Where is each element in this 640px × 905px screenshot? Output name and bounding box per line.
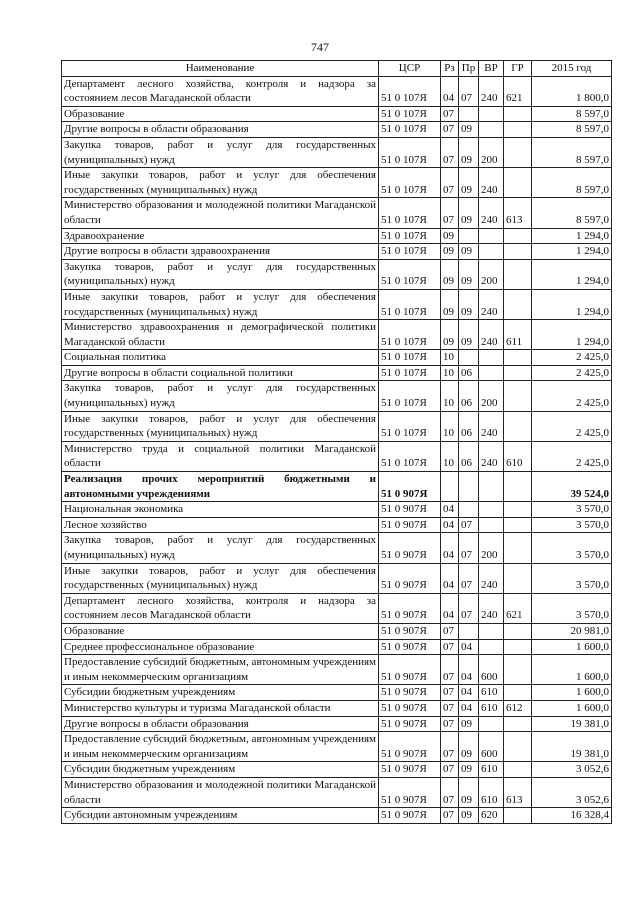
table-row: [62, 593, 612, 623]
cell-amount: 2 425,0: [532, 350, 612, 366]
cell-pr: 06: [459, 381, 479, 411]
cell-rz: 09: [441, 244, 459, 260]
cell-gr: [504, 716, 532, 732]
cell-amount: 3 052,6: [532, 777, 612, 807]
cell-amount: 2 425,0: [532, 365, 612, 381]
table-row: [62, 533, 612, 563]
cell-gr: [504, 106, 532, 122]
cell-csr: 51 0 107Я: [379, 441, 441, 471]
cell-gr: 610: [504, 441, 532, 471]
cell-pr: 09: [459, 732, 479, 762]
cell-vr: [479, 502, 504, 518]
cell-gr: 611: [504, 320, 532, 350]
cell-amount: 19 381,0: [532, 716, 612, 732]
table-row: [62, 732, 612, 762]
table-row: [62, 381, 612, 411]
cell-pr: [459, 502, 479, 518]
cell-gr: [504, 533, 532, 563]
cell-name: Другие вопросы в области здравоохранения: [62, 244, 379, 260]
cell-rz: 09: [441, 289, 459, 319]
cell-rz: 10: [441, 365, 459, 381]
cell-gr: [504, 244, 532, 260]
cell-amount: 3 570,0: [532, 533, 612, 563]
cell-csr: 51 0 907Я: [379, 685, 441, 701]
cell-csr: 51 0 907Я: [379, 655, 441, 685]
cell-gr: [504, 259, 532, 289]
cell-name: Иные закупки товаров, работ и услуг для обеспечения государственных (муниципальных) нужд: [62, 289, 379, 319]
cell-csr: 51 0 907Я: [379, 808, 441, 824]
cell-vr: 240: [479, 563, 504, 593]
cell-vr: 200: [479, 381, 504, 411]
cell-rz: 07: [441, 623, 459, 639]
cell-pr: 09: [459, 168, 479, 198]
cell-rz: 04: [441, 533, 459, 563]
cell-rz: 07: [441, 732, 459, 762]
cell-name: Закупка товаров, работ и услуг для государственных (муниципальных) нужд: [62, 259, 379, 289]
table-row: [62, 168, 612, 198]
table-row: [62, 76, 612, 106]
cell-pr: 09: [459, 716, 479, 732]
table-row: [62, 517, 612, 533]
cell-vr: [479, 365, 504, 381]
cell-pr: 09: [459, 808, 479, 824]
cell-pr: 07: [459, 76, 479, 106]
cell-vr: [479, 228, 504, 244]
cell-gr: [504, 517, 532, 533]
cell-gr: [504, 411, 532, 441]
cell-gr: [504, 563, 532, 593]
cell-gr: [504, 365, 532, 381]
cell-name: Здравоохранение: [62, 228, 379, 244]
cell-rz: 07: [441, 137, 459, 167]
cell-gr: 612: [504, 700, 532, 716]
cell-vr: [479, 106, 504, 122]
cell-csr: 51 0 107Я: [379, 289, 441, 319]
cell-vr: [479, 244, 504, 260]
cell-name: Предоставление субсидий бюджетным, автономным учреждениям и иным некоммерческим организациям: [62, 732, 379, 762]
cell-amount: 1 600,0: [532, 700, 612, 716]
cell-name: Субсидии бюджетным учреждениям: [62, 762, 379, 778]
cell-vr: 240: [479, 593, 504, 623]
cell-pr: 09: [459, 320, 479, 350]
cell-amount: 1 294,0: [532, 320, 612, 350]
cell-amount: 20 981,0: [532, 623, 612, 639]
table-row: [62, 244, 612, 260]
cell-vr: [479, 639, 504, 655]
cell-pr: [459, 106, 479, 122]
cell-name: Образование: [62, 623, 379, 639]
cell-gr: [504, 381, 532, 411]
cell-name: Министерство культуры и туризма Магаданской области: [62, 700, 379, 716]
cell-vr: 240: [479, 76, 504, 106]
cell-gr: [504, 623, 532, 639]
cell-name: Иные закупки товаров, работ и услуг для обеспечения государственных (муниципальных) нужд: [62, 563, 379, 593]
cell-csr: 51 0 107Я: [379, 76, 441, 106]
cell-csr: 51 0 107Я: [379, 137, 441, 167]
cell-vr: 200: [479, 533, 504, 563]
cell-gr: [504, 137, 532, 167]
header-csr: ЦСР: [379, 61, 441, 77]
cell-amount: 8 597,0: [532, 168, 612, 198]
header-vr: ВР: [479, 61, 504, 77]
table-row: [62, 228, 612, 244]
cell-rz: 07: [441, 106, 459, 122]
cell-amount: 8 597,0: [532, 122, 612, 138]
table-row: [62, 685, 612, 701]
cell-pr: [459, 623, 479, 639]
cell-pr: 04: [459, 700, 479, 716]
cell-name: Министерство здравоохранения и демографической политики Магаданской области: [62, 320, 379, 350]
cell-pr: [459, 228, 479, 244]
cell-rz: 04: [441, 76, 459, 106]
cell-rz: 07: [441, 808, 459, 824]
cell-amount: 1 600,0: [532, 639, 612, 655]
cell-csr: 51 0 907Я: [379, 623, 441, 639]
cell-gr: [504, 639, 532, 655]
cell-csr: 51 0 107Я: [379, 168, 441, 198]
cell-rz: 07: [441, 168, 459, 198]
cell-gr: [504, 502, 532, 518]
cell-pr: 04: [459, 685, 479, 701]
cell-csr: 51 0 107Я: [379, 350, 441, 366]
cell-csr: 51 0 107Я: [379, 228, 441, 244]
cell-pr: 06: [459, 365, 479, 381]
cell-vr: 600: [479, 655, 504, 685]
cell-pr: 04: [459, 655, 479, 685]
cell-csr: 51 0 107Я: [379, 244, 441, 260]
cell-rz: 07: [441, 716, 459, 732]
cell-pr: 09: [459, 137, 479, 167]
cell-gr: 613: [504, 777, 532, 807]
table-row: [62, 639, 612, 655]
table-row: [62, 441, 612, 471]
cell-csr: 51 0 907Я: [379, 517, 441, 533]
cell-pr: 09: [459, 122, 479, 138]
cell-name: Другие вопросы в области образования: [62, 122, 379, 138]
cell-csr: 51 0 107Я: [379, 365, 441, 381]
cell-name: Другие вопросы в области социальной политики: [62, 365, 379, 381]
cell-gr: [504, 168, 532, 198]
cell-rz: 04: [441, 517, 459, 533]
table-row: [62, 502, 612, 518]
cell-gr: [504, 472, 532, 502]
cell-vr: 600: [479, 732, 504, 762]
table-row: [62, 259, 612, 289]
cell-vr: 200: [479, 259, 504, 289]
cell-amount: 1 600,0: [532, 685, 612, 701]
cell-pr: 09: [459, 289, 479, 319]
table-row: [62, 623, 612, 639]
cell-rz: 04: [441, 563, 459, 593]
cell-name: Предоставление субсидий бюджетным, автономным учреждениям и иным некоммерческим организациям: [62, 655, 379, 685]
cell-vr: 610: [479, 700, 504, 716]
cell-amount: 16 328,4: [532, 808, 612, 824]
header-pr: Пр: [459, 61, 479, 77]
cell-rz: 07: [441, 198, 459, 228]
cell-pr: 09: [459, 259, 479, 289]
cell-name: Закупка товаров, работ и услуг для государственных (муниципальных) нужд: [62, 381, 379, 411]
cell-pr: 04: [459, 639, 479, 655]
header-year: 2015 год: [532, 61, 612, 77]
cell-name: Национальная экономика: [62, 502, 379, 518]
cell-amount: 2 425,0: [532, 441, 612, 471]
cell-rz: 07: [441, 639, 459, 655]
cell-amount: 3 570,0: [532, 517, 612, 533]
cell-gr: [504, 350, 532, 366]
cell-name: Иные закупки товаров, работ и услуг для обеспечения государственных (муниципальных) нужд: [62, 168, 379, 198]
cell-rz: 09: [441, 320, 459, 350]
cell-vr: [479, 472, 504, 502]
cell-name: Иные закупки товаров, работ и услуг для обеспечения государственных (муниципальных) нужд: [62, 411, 379, 441]
cell-csr: 51 0 907Я: [379, 563, 441, 593]
table-row: [62, 700, 612, 716]
cell-rz: 10: [441, 411, 459, 441]
cell-csr: 51 0 907Я: [379, 700, 441, 716]
cell-vr: [479, 122, 504, 138]
cell-gr: [504, 808, 532, 824]
cell-csr: 51 0 907Я: [379, 472, 441, 502]
cell-csr: 51 0 907Я: [379, 533, 441, 563]
cell-pr: 09: [459, 777, 479, 807]
cell-rz: 07: [441, 122, 459, 138]
cell-rz: 07: [441, 700, 459, 716]
cell-name: Реализация прочих мероприятий бюджетными и автономными учреждениями: [62, 472, 379, 502]
cell-vr: 610: [479, 762, 504, 778]
table-row: [62, 289, 612, 319]
cell-gr: [504, 655, 532, 685]
table-row: [62, 655, 612, 685]
cell-csr: 51 0 907Я: [379, 762, 441, 778]
cell-pr: 09: [459, 244, 479, 260]
table-row: [62, 563, 612, 593]
cell-name: Департамент лесного хозяйства, контроля и надзора за состоянием лесов Магаданской области: [62, 593, 379, 623]
cell-pr: 07: [459, 533, 479, 563]
cell-vr: 240: [479, 198, 504, 228]
cell-amount: 8 597,0: [532, 137, 612, 167]
cell-vr: 240: [479, 320, 504, 350]
header-gr: ГР: [504, 61, 532, 77]
cell-rz: 09: [441, 228, 459, 244]
cell-amount: 3 570,0: [532, 563, 612, 593]
cell-rz: 10: [441, 441, 459, 471]
cell-amount: 39 524,0: [532, 472, 612, 502]
cell-amount: 3 052,6: [532, 762, 612, 778]
cell-gr: [504, 289, 532, 319]
page-number: 747: [311, 40, 329, 54]
table-row: [62, 472, 612, 502]
cell-gr: [504, 685, 532, 701]
cell-pr: 07: [459, 563, 479, 593]
cell-csr: 51 0 907Я: [379, 732, 441, 762]
header-name: Наименование: [62, 61, 379, 77]
cell-vr: 620: [479, 808, 504, 824]
cell-name: Министерство образования и молодежной политики Магаданской области: [62, 198, 379, 228]
cell-pr: [459, 472, 479, 502]
cell-amount: 1 294,0: [532, 259, 612, 289]
cell-name: Закупка товаров, работ и услуг для государственных (муниципальных) нужд: [62, 533, 379, 563]
header-rz: Рз: [441, 61, 459, 77]
cell-amount: 8 597,0: [532, 106, 612, 122]
cell-vr: 610: [479, 685, 504, 701]
cell-csr: 51 0 107Я: [379, 411, 441, 441]
cell-gr: 613: [504, 198, 532, 228]
cell-name: Министерство образования и молодежной политики Магаданской области: [62, 777, 379, 807]
cell-amount: 1 800,0: [532, 76, 612, 106]
table-row: [62, 137, 612, 167]
cell-gr: [504, 732, 532, 762]
table-row: [62, 106, 612, 122]
cell-rz: 04: [441, 502, 459, 518]
cell-name: Лесное хозяйство: [62, 517, 379, 533]
cell-amount: 1 600,0: [532, 655, 612, 685]
cell-amount: 2 425,0: [532, 411, 612, 441]
cell-rz: 10: [441, 381, 459, 411]
cell-vr: 200: [479, 137, 504, 167]
cell-vr: [479, 716, 504, 732]
cell-amount: 2 425,0: [532, 381, 612, 411]
cell-amount: 19 381,0: [532, 732, 612, 762]
cell-name: Субсидии автономным учреждениям: [62, 808, 379, 824]
cell-vr: 240: [479, 411, 504, 441]
cell-pr: 06: [459, 441, 479, 471]
cell-csr: 51 0 107Я: [379, 320, 441, 350]
cell-amount: 1 294,0: [532, 228, 612, 244]
cell-name: Закупка товаров, работ и услуг для государственных (муниципальных) нужд: [62, 137, 379, 167]
cell-csr: 51 0 907Я: [379, 716, 441, 732]
cell-gr: 621: [504, 76, 532, 106]
cell-gr: [504, 122, 532, 138]
cell-csr: 51 0 907Я: [379, 777, 441, 807]
cell-rz: 09: [441, 259, 459, 289]
cell-csr: 51 0 107Я: [379, 259, 441, 289]
table-row: [62, 716, 612, 732]
cell-amount: 1 294,0: [532, 289, 612, 319]
cell-name: Среднее профессиональное образование: [62, 639, 379, 655]
cell-csr: 51 0 107Я: [379, 122, 441, 138]
cell-gr: 621: [504, 593, 532, 623]
cell-name: Образование: [62, 106, 379, 122]
table-row: [62, 198, 612, 228]
cell-vr: 240: [479, 168, 504, 198]
table-row: [62, 808, 612, 824]
table-row: [62, 122, 612, 138]
cell-amount: 8 597,0: [532, 198, 612, 228]
cell-rz: 07: [441, 685, 459, 701]
cell-rz: 07: [441, 655, 459, 685]
cell-pr: [459, 350, 479, 366]
cell-csr: 51 0 907Я: [379, 639, 441, 655]
cell-vr: [479, 623, 504, 639]
cell-csr: 51 0 107Я: [379, 381, 441, 411]
cell-name: Социальная политика: [62, 350, 379, 366]
cell-vr: [479, 350, 504, 366]
cell-name: Субсидии бюджетным учреждениям: [62, 685, 379, 701]
cell-amount: 3 570,0: [532, 593, 612, 623]
cell-gr: [504, 228, 532, 244]
cell-vr: 240: [479, 289, 504, 319]
table-row: [62, 762, 612, 778]
table-row: [62, 777, 612, 807]
cell-rz: [441, 472, 459, 502]
cell-pr: 09: [459, 198, 479, 228]
cell-gr: [504, 762, 532, 778]
cell-pr: 07: [459, 593, 479, 623]
cell-csr: 51 0 907Я: [379, 502, 441, 518]
table-row: [62, 350, 612, 366]
cell-pr: 06: [459, 411, 479, 441]
table-header-row: [62, 61, 612, 77]
table-row: [62, 365, 612, 381]
table-body: [62, 76, 612, 823]
cell-rz: 04: [441, 593, 459, 623]
cell-rz: 07: [441, 762, 459, 778]
table-row: [62, 320, 612, 350]
cell-name: Департамент лесного хозяйства, контроля и надзора за состоянием лесов Магаданской области: [62, 76, 379, 106]
cell-csr: 51 0 907Я: [379, 593, 441, 623]
cell-amount: 1 294,0: [532, 244, 612, 260]
cell-csr: 51 0 107Я: [379, 198, 441, 228]
cell-amount: 3 570,0: [532, 502, 612, 518]
cell-csr: 51 0 107Я: [379, 106, 441, 122]
cell-pr: 09: [459, 762, 479, 778]
cell-name: Министерство труда и социальной политики Магаданской области: [62, 441, 379, 471]
cell-pr: 07: [459, 517, 479, 533]
table-row: [62, 411, 612, 441]
cell-rz: 10: [441, 350, 459, 366]
cell-rz: 07: [441, 777, 459, 807]
cell-name: Другие вопросы в области образования: [62, 716, 379, 732]
cell-vr: 240: [479, 441, 504, 471]
cell-vr: [479, 517, 504, 533]
cell-vr: 610: [479, 777, 504, 807]
budget-table: [61, 60, 612, 824]
